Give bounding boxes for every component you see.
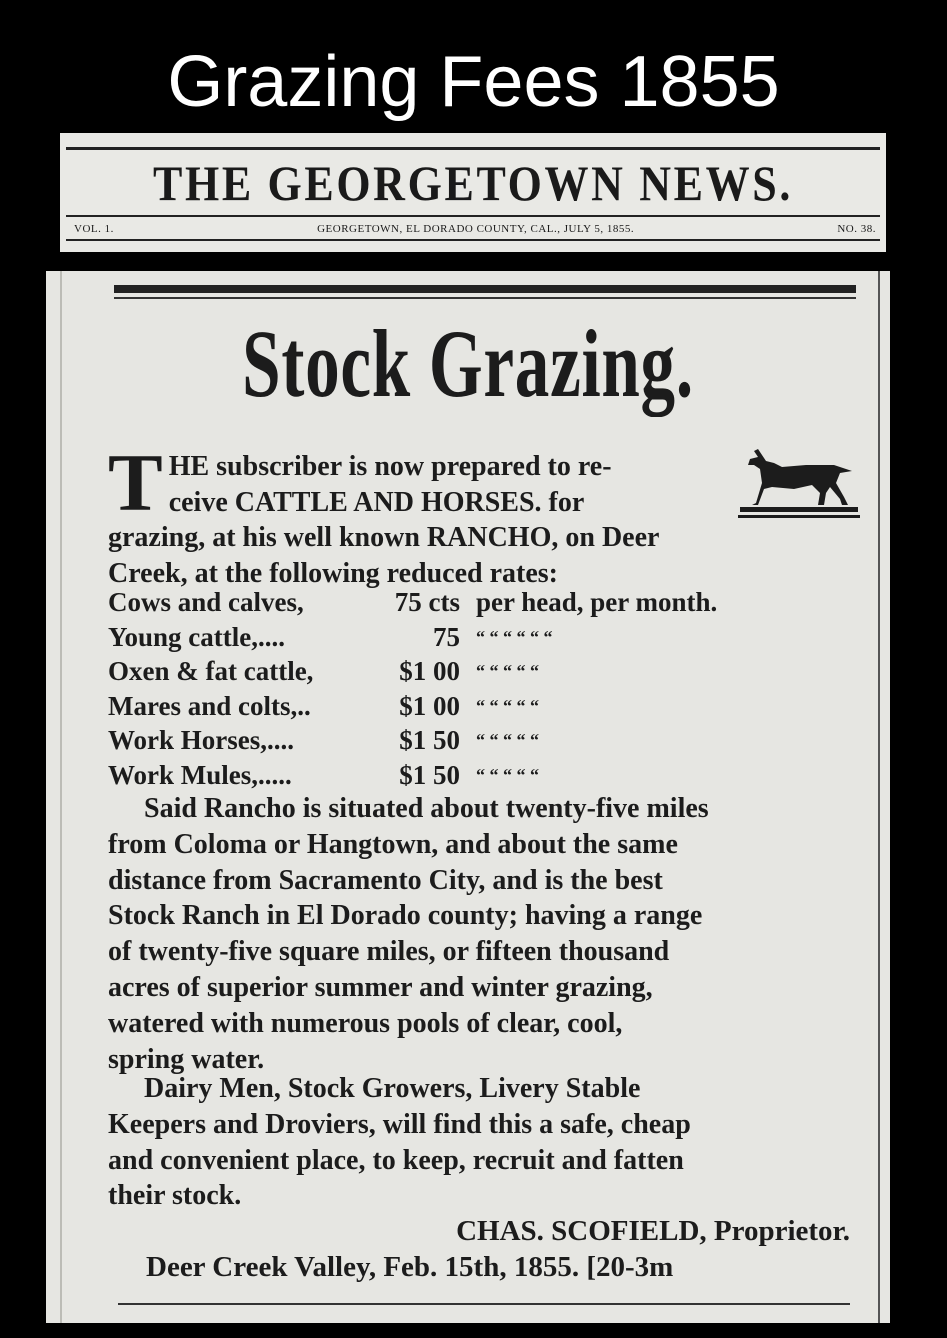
intro-line: HE subscriber is now prepared to re- <box>168 451 612 482</box>
rate-amount: $1 00 <box>399 690 460 721</box>
image-caption: Grazing Fees 1855 <box>167 42 780 122</box>
rate-row <box>108 689 868 724</box>
ditto-marks: “ “ “ “ “ <box>476 661 539 682</box>
clipping-left-edge <box>60 271 62 1323</box>
volume-label: VOL. 1. <box>74 223 114 235</box>
paragraph-line: Said Rancho is situated about twenty-five miles <box>144 793 709 824</box>
newspaper-masthead <box>60 133 886 252</box>
masthead-info-line <box>74 223 876 235</box>
paragraph-line: of twenty-five square miles, or fifteen thousand <box>108 936 670 968</box>
paragraph-line: and convenient place, to keep, recruit and fatten <box>108 1144 684 1176</box>
ad-intro <box>108 437 868 591</box>
rate-item: Young cattle,.... <box>108 621 285 652</box>
rate-row <box>108 654 868 689</box>
rate-unit: per head, per month. <box>476 587 718 617</box>
paragraph-line: Dairy Men, Stock Growers, Livery Stable <box>144 1073 641 1104</box>
rate-item: Cows and calves, <box>108 587 304 617</box>
rate-amount: 75 cts <box>394 587 460 617</box>
column-rule-thin <box>114 297 856 299</box>
rate-amount: $1 50 <box>399 725 460 756</box>
ditto-marks: “ “ “ “ “ <box>476 730 539 751</box>
rate-item: Work Mules,..... <box>108 759 292 790</box>
paragraph-line: watered with numerous pools of clear, cool, <box>108 1007 623 1039</box>
rate-row <box>108 585 868 620</box>
newspaper-title: THE GEORGETOWN NEWS. <box>152 155 794 211</box>
advertisement-clipping <box>46 271 890 1323</box>
column-rule-bottom <box>118 1303 850 1305</box>
rate-item: Work Horses,.... <box>108 725 294 756</box>
paragraph-line: spring water. <box>108 1043 265 1075</box>
paragraph-line: Keepers and Droviers, will find this a safe, cheap <box>108 1108 691 1140</box>
rate-amount: $1 50 <box>399 759 460 790</box>
rate-amount: 75 <box>433 621 460 652</box>
rates-table <box>108 585 868 793</box>
rate-item: Mares and colts,.. <box>108 690 311 721</box>
paragraph-line: from Coloma or Hangtown, and about the same <box>108 828 678 860</box>
ad-dateline: Deer Creek Valley, Feb. 15th, 1855. [20-3m <box>146 1251 674 1283</box>
column-rule-heavy <box>114 285 856 293</box>
ditto-marks: “ “ “ “ “ “ <box>476 626 553 647</box>
intro-line: ceive CATTLE AND HORSES. for <box>168 486 585 518</box>
paragraph-line: their stock. <box>108 1180 242 1212</box>
ad-paragraph-location <box>108 791 868 1077</box>
masthead-rule-middle <box>66 215 880 217</box>
proprietor-signature: CHAS. SCOFIELD, Proprietor. <box>456 1215 850 1247</box>
rate-item: Oxen & fat cattle, <box>108 656 314 687</box>
masthead-dateline: GEORGETOWN, EL DORADO COUNTY, CAL., JULY 5, 1855. <box>317 223 635 235</box>
paragraph-line: Stock Ranch in El Dorado county; having a range <box>108 900 703 932</box>
rate-row <box>108 620 868 655</box>
drop-cap: T <box>108 437 163 528</box>
rate-amount: $1 00 <box>399 656 460 687</box>
intro-line: grazing, at his well known RANCHO, on Deer <box>108 522 660 553</box>
ad-headline: Stock Grazing. <box>242 310 694 417</box>
paragraph-line: distance from Sacramento City, and is the best <box>108 864 663 896</box>
rate-row <box>108 758 868 793</box>
clipping-right-edge <box>878 271 880 1323</box>
masthead-rule-top <box>66 147 880 150</box>
ditto-marks: “ “ “ “ “ <box>476 764 539 785</box>
issue-number: NO. 38. <box>837 223 876 235</box>
rate-row <box>108 723 868 758</box>
ad-paragraph-audience <box>108 1071 868 1214</box>
masthead-rule-bottom <box>66 239 880 241</box>
intro-line: Creek, at the following reduced rates: <box>108 557 558 589</box>
ditto-marks: “ “ “ “ “ <box>476 695 539 716</box>
paragraph-line: acres of superior summer and winter grazing, <box>108 971 653 1003</box>
